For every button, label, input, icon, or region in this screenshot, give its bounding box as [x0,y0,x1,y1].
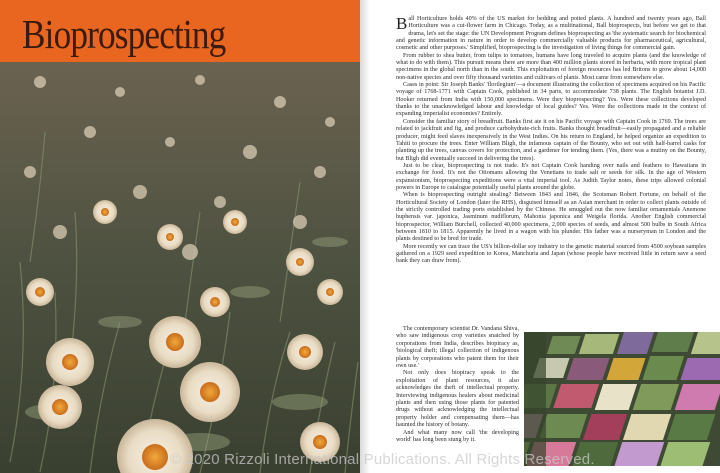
right-page [374,0,720,473]
page-number: 25 [707,459,714,467]
aerial-fields-photo [524,332,720,466]
narrow-column-text [396,326,519,445]
page-title: Bioprospecting [22,11,226,57]
paragraph: The contemporary scientist Dr. Vandana Shiva, who saw indigenous crop varieties snatched by corporations from India, describes biopiracy as, 'biological theft; illegal collection of indigenous plants by corporations who patent them for their own use.' [396,326,519,370]
body-text [396,16,706,266]
paragraph: More recently we can trace the US's billion-dollar soy industry to the genetic material sourced from 4500 soybean samples gathered on a 1929 seed expedition to Korea, Manchuria and Japan (whose people have received little in return save a seed bank they can draw from). [396,243,706,265]
paragraph: Cases in point: Sir Joseph Banks' 'florilegium'—a document illustrating the collection of specimens acquired on his Pacific voyage of 1768-1771 with Captain Cook, published in 34 parts, to accommodate 738 plants. The English botanist J.D. Hooker returned from India with 150,000 specimens. Were they bioprospecting? Yes. Were these collections developed thanks to the unacknowledged labour and knowledge of local guides? Yes. Were the collections made in the context of expanding imperialist economies? Entirely. [396,82,706,118]
paragraph: From rubber to shea butter, from tulips to tomatoes, humans have long traveled to acquire plants (and the knowledge of what to do with them). This pursuit means there are more than 400 million plants stored in herbaria, with more tropical plant specimens in the global north than in the south. This exploitation of foreign resources has led Britons to grow about 14,000 non-native species and over fifty thousand varieties and cultivars of plants. Most came from somewhere else. [396,52,706,81]
paragraph: And what many now call 'the developing world' has long been stung by it. [396,429,519,444]
aerial-fields-illustration [524,332,720,466]
paragraph: When is bioprospecting outright stealing? Between 1843 and 1846, the Scotsman Robert Fortune, on behalf of the Horticultural Society of London (later the RHS), disguised himself as an Asian merchant in order to collect plants outside of the strictly controlled trading ports established by the Chinese. He smuggled out the now familiar ornamentals Anemone huphensis var. japonica, Jasminum nudiflorum, Mahonia japonica and Weigela florida. Another English commercial bioprospector, William Burchell, collected 40,000 specimens, 2,000 species of seeds, and almost 500 bulbs in South Africa between 1810 to 1815. Apparently he lived in a wagon with his plunder. His father was a nurseryman in London and the plants destined to be bred for trade. [396,192,706,243]
paragraph-text: all Horticulture holds 40% of the US market for bedding and potted plants. A hundred and twenty years ago, Ball Horticulture was a cut-flower farm in Chicago. Today, as a multinational, Ball bioprospects, but before we get to that drama, let's set the stage: the UN Development Program defines bioprospecting as 'the systematic search for biochemical and genetic information in nature in order to develop commercially valuable products for pharmaceutical, agricultural, cosmetic and other purposes.' Simplified, bioprospecting is the investigation of living things for commercial gain. [396,16,706,52]
flowers-photo [0,62,360,473]
copyright-watermark: © 2020 Rizzoli International Publications. All Rights Reserved. [170,451,595,468]
drop-cap: B [396,14,408,33]
paragraph: Consider the familiar story of breadfruit. Banks first ate it on his Pacific voyage with Captain Cook in 1769. The trees are related to jackfruit and fig, and produce carbohydrate-rich fruits. Banks thought breadfruit—easily propagated and a reliable producer, might feed slaves inexpensively in the West Indies. On his return to England, he helped organize an expedition to Tahiti to procure the trees. Enter William Bligh, the infamous captain of the Bounty, who set out with half-barrel casks for planting up the trees, canvas covers for protection, and a gardener for tending them. (Yes, there was a mutiny on the Bounty, but Bligh did eventually succeed in delivering the trees). [396,118,706,162]
paragraph: Not only does biopiracy speak to the exploitation of plant resources, it also acknowledges the theft of intellectual property. Interviewing indigenous healers about medicinal plants and then using those plants for patented drugs without acknowledging the intellectual property holder and compensating them—has haunted the history of botany. [396,370,519,429]
paragraph: Just to be clear, bioprospecting is not trade. It's not Captain Cook handing over nails and feathers to Hawaiians in exchange for food. It's not the Ottomans allowing the Venetians to trade salt or seeds for silk. In the age of Western expansionism, bioprospecting expeditions were a vital imperial tool. As Judith Taylor notes, these trips allowed colonial powers in Europe to catalogue potentially useful plants around the globe. [396,162,706,191]
book-gutter [360,0,374,473]
paragraph [396,16,706,53]
flowers-illustration [0,62,360,473]
